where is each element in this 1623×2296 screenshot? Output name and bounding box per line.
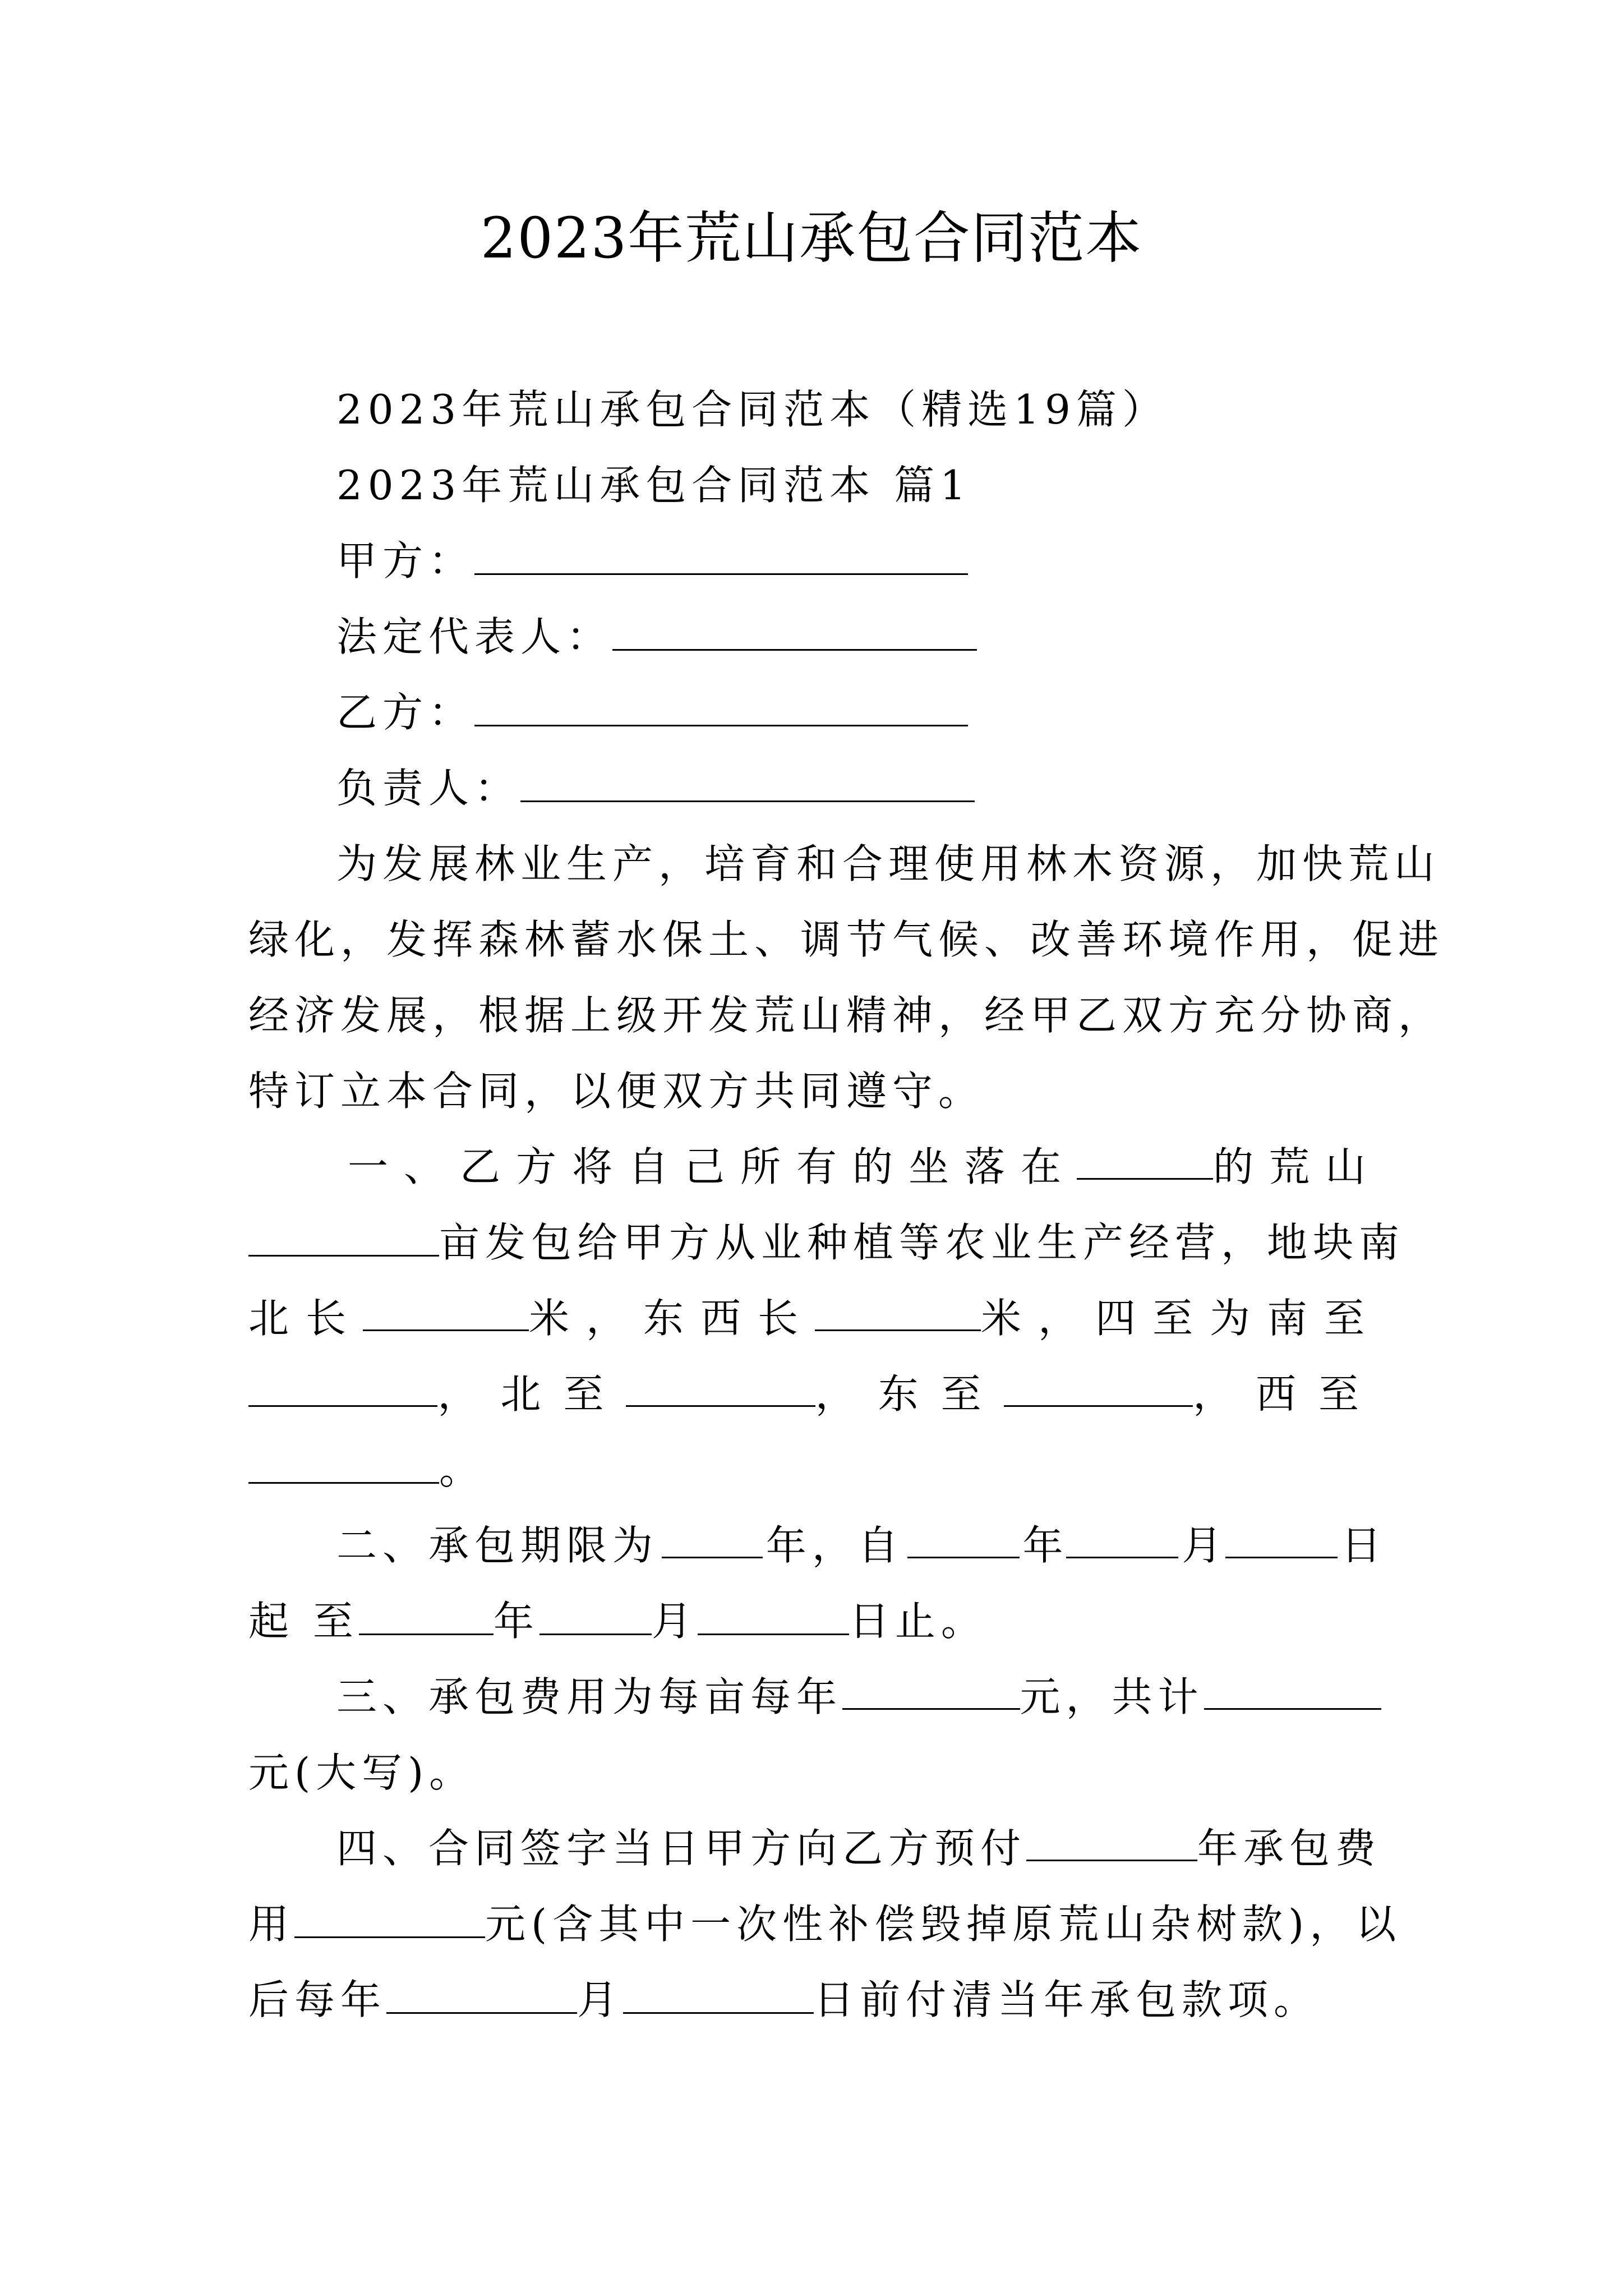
clause-2-text-g: 年 bbox=[493, 1598, 540, 1645]
prepaid-years-blank bbox=[1026, 1820, 1197, 1861]
end-month-blank bbox=[540, 1594, 652, 1635]
end-year-blank bbox=[359, 1594, 494, 1635]
clause-1-text-g: ，北至 bbox=[437, 1370, 626, 1418]
clause-1-line-2 bbox=[248, 1214, 1405, 1271]
party-b-row bbox=[336, 684, 1469, 740]
clause-1-text-h: ，东至 bbox=[815, 1370, 1004, 1418]
south-boundary-blank bbox=[248, 1366, 437, 1407]
clause-1-text-i: ，西至 bbox=[1192, 1370, 1381, 1418]
prepaid-amount-blank bbox=[294, 1897, 485, 1938]
party-b-label: 乙方： bbox=[336, 689, 475, 736]
clause-4-text-a: 四、合同签字当日甲方向乙方预付 bbox=[336, 1825, 1027, 1872]
subtitle: 2023年荒山承包合同范本（精选19篇） bbox=[336, 386, 1168, 433]
preamble-line-2: 绿化，发挥森林蓄水保土、调节气候、改善环境作用，促进 bbox=[248, 916, 1445, 963]
clause-3-line-2: 元(大写)。 bbox=[248, 1749, 476, 1796]
clause-2-text-h: 月 bbox=[651, 1598, 698, 1645]
end-day-blank bbox=[698, 1594, 849, 1635]
clause-1-text-d: 北长 bbox=[248, 1295, 363, 1342]
term-years-blank bbox=[662, 1517, 763, 1558]
responsible-blank bbox=[520, 761, 975, 802]
clause-4-line-1 bbox=[336, 1820, 1381, 1876]
clause-2-text-i: 日止。 bbox=[849, 1598, 987, 1645]
clause-1-text-e: 米，东西长 bbox=[528, 1295, 815, 1342]
legal-rep-row bbox=[336, 609, 1469, 665]
clause-2-text-f: 起 至 bbox=[248, 1598, 359, 1645]
east-boundary-blank bbox=[1004, 1366, 1193, 1407]
party-a-blank bbox=[474, 534, 968, 575]
clause-1-text-j: 。 bbox=[439, 1446, 486, 1493]
clause-1-line-4 bbox=[248, 1366, 1381, 1422]
clause-1-text-c: 亩发包给甲方从业种植等农业生产经营，地块南 bbox=[439, 1219, 1405, 1266]
clause-4-line-2 bbox=[248, 1896, 1402, 1952]
document-title: 2023年荒山承包合同范本 bbox=[480, 205, 1143, 271]
clause-1-text-a: 一、乙方将自己所有的坐落在 bbox=[348, 1143, 1077, 1190]
responsible-row bbox=[336, 760, 1469, 816]
clause-1-text-b: 的荒山 bbox=[1212, 1143, 1381, 1190]
clause-2-line-2 bbox=[248, 1593, 1381, 1649]
clause-4-text-b: 年承包费 bbox=[1197, 1825, 1381, 1872]
clause-1-line-1 bbox=[348, 1139, 1381, 1195]
clause-3-text-b: 元，共计 bbox=[1020, 1673, 1204, 1720]
clause-4-text-c: 用 bbox=[248, 1901, 295, 1948]
clause-3-line-1 bbox=[336, 1669, 1381, 1725]
north-boundary-blank bbox=[626, 1366, 815, 1407]
payment-month-blank bbox=[386, 1973, 577, 2014]
payment-day-blank bbox=[623, 1973, 814, 2014]
legal-rep-blank bbox=[612, 610, 977, 651]
clause-1-line-3 bbox=[248, 1290, 1381, 1346]
fee-total-blank bbox=[1204, 1669, 1381, 1710]
clause-2-text-a: 二、承包期限为 bbox=[336, 1522, 659, 1569]
clause-4-text-f: 月 bbox=[577, 1976, 624, 2023]
clause-4-line-3 bbox=[248, 1972, 1381, 2028]
start-day-blank bbox=[1225, 1517, 1338, 1558]
clause-1-text-f: 米，四至为南至 bbox=[980, 1295, 1381, 1342]
clause-2-line-1 bbox=[336, 1517, 1381, 1573]
clause-1-line-5 bbox=[248, 1442, 1381, 1498]
clause-4-text-d: 元(含其中一次性补偿毁掉原荒山杂树款)，以 bbox=[485, 1901, 1402, 1948]
preamble-line-3: 经济发展，根据上级开发荒山精神，经甲乙双方充分协商， bbox=[248, 992, 1445, 1039]
preamble-line-1: 为发展林业生产，培育和合理使用林木资源，加快荒山 bbox=[336, 840, 1441, 887]
legal-rep-label: 法定代表人： bbox=[336, 613, 613, 660]
party-b-blank bbox=[474, 685, 968, 726]
party-a-row bbox=[336, 533, 1469, 589]
clause-4-text-e: 后每年 bbox=[248, 1976, 387, 2023]
chapter-heading: 2023年荒山承包合同范本 篇1 bbox=[336, 462, 971, 509]
location-blank bbox=[1077, 1139, 1213, 1180]
responsible-label: 负责人： bbox=[336, 765, 521, 812]
party-a-label: 甲方： bbox=[336, 537, 475, 585]
clause-2-text-c: 年 bbox=[1022, 1522, 1063, 1569]
fee-per-mu-blank bbox=[842, 1669, 1020, 1710]
ew-length-blank bbox=[815, 1290, 981, 1331]
ns-length-blank bbox=[363, 1290, 529, 1331]
preamble-line-4: 特订立本合同，以便双方共同遵守。 bbox=[248, 1068, 985, 1115]
west-boundary-blank bbox=[248, 1443, 439, 1484]
start-year-blank bbox=[907, 1517, 1020, 1558]
clause-4-text-g: 日前付清当年承包款项。 bbox=[814, 1976, 1320, 2023]
clause-2-text-e: 日 bbox=[1340, 1522, 1381, 1569]
clause-2-text-b: 年，自 bbox=[766, 1522, 904, 1569]
area-blank bbox=[248, 1216, 439, 1257]
clause-2-text-d: 月 bbox=[1182, 1522, 1223, 1569]
start-month-blank bbox=[1066, 1517, 1178, 1558]
clause-3-text-a: 三、承包费用为每亩每年 bbox=[336, 1673, 843, 1720]
